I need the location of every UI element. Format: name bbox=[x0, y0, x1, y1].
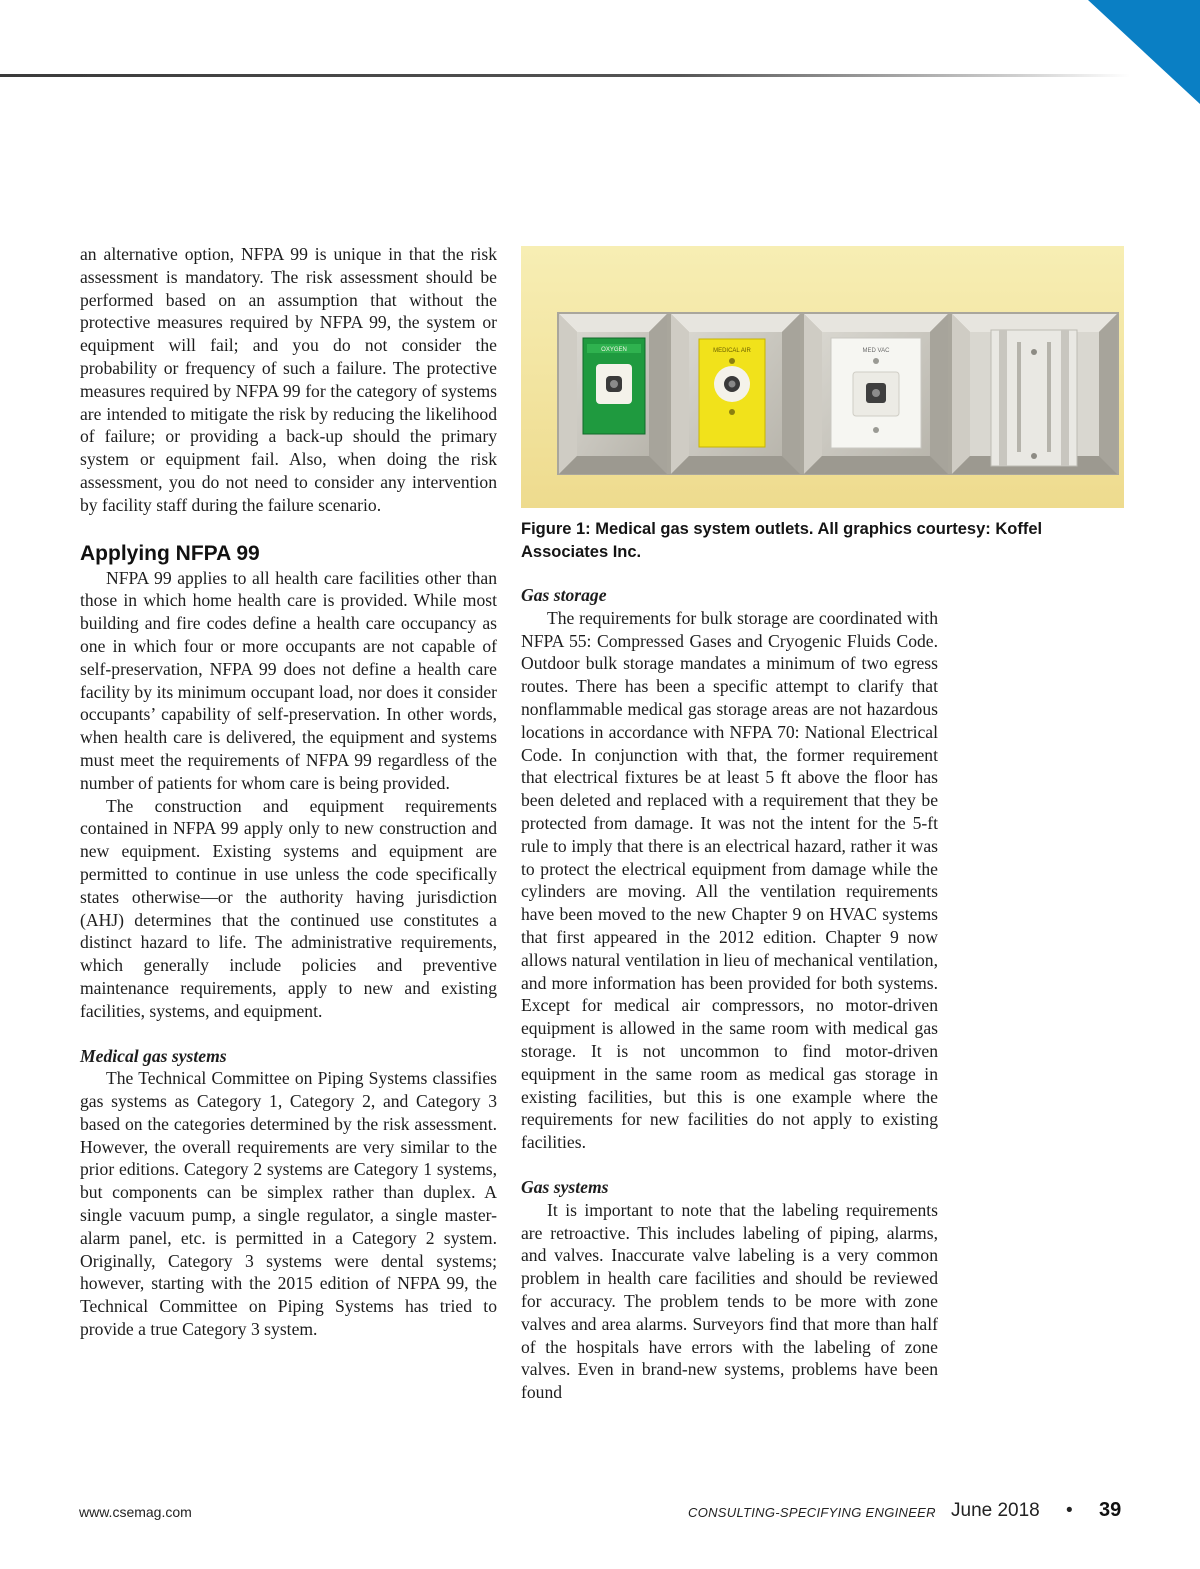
medical-gas-outlets-photo bbox=[521, 246, 1124, 508]
vacuum-label: MED VAC bbox=[862, 348, 890, 354]
footer-separator: • bbox=[1066, 1500, 1073, 1521]
rail-mount-panel bbox=[952, 314, 1117, 474]
oxygen-outlet-panel bbox=[559, 314, 667, 474]
page-number: 39 bbox=[1099, 1499, 1122, 1521]
applying-paragraph-1: NFPA 99 applies to all health care facilities other than those in which home health care is provided. While most building and fire codes define a health care occupancy as one in which four or more occupants are not capable of self-preservation, NFPA 99 does not define a health care facility by its minimum occupant load, nor does it consider occupants’ capability of self-preservation. In other words, when health care is delivered, the equipment and systems must meet the requirements of NFPA 99 regardless of the number of patients for whom care is being provided. bbox=[80, 567, 497, 793]
right-column bbox=[521, 584, 938, 1404]
oxygen-label: OXYGEN bbox=[601, 347, 627, 353]
vacuum-outlet-panel bbox=[804, 314, 948, 474]
gas-systems-paragraph: It is important to note that the labeling requirements are retroactive. This includes labeling of piping, alarms, and valves. Inaccurate valve labeling is a very common problem in health care facilities and should be reviewed for accuracy. The problem tends to be more with zone valves and area alarms. Surveyors find that more than half of the hospitals have errors with the labeling of zone valves. Even in brand-new systems, problems have been found bbox=[521, 1199, 938, 1403]
section-heading-applying-nfpa-99: Applying NFPA 99 bbox=[80, 541, 260, 565]
subheading-gas-storage: Gas storage bbox=[521, 585, 607, 605]
medical-air-label: MEDICAL AIR bbox=[713, 348, 751, 354]
footer-issue-date: June 2018 bbox=[951, 1500, 1040, 1521]
medical-air-outlet-panel bbox=[671, 314, 800, 474]
gas-storage-paragraph: The requirements for bulk storage are coordinated with NFPA 55: Compressed Gases and Cryogenic Fluids Code. Outdoor bulk storage mandates a minimum of two egress routes. There has been a specific attempt to clarify that nonflammable medical gas storage areas are not hazardous locations in accordance with NFPA 70: National Electrical Code. In conjunction with that, the former requirement that electrical fixtures be at least 5 ft above the floor has been deleted and replaced with a requirement that they be protected from damage. It was not the intent for the 5-ft rule to imply that there is an electrical hazard, rather it was to protect the electrical equipment from damage while the cylinders are moving. All the ventilation requirements have been moved to the new Chapter 9 on HVAC systems that first appeared in the 2012 edition. Chapter 9 now allows natural ventilation in lieu of mechanical ventilation, and more information has been provided for both systems. Except for medical air compressors, no motor-driven equipment is allowed in the same room with medical gas storage. It is not uncommon to find motor-driven equipment in the same room as medical gas storage in existing facilities, but this is one example where the requirements for new facilities do not apply to existing facilities. bbox=[521, 607, 938, 1153]
page-footer bbox=[0, 1500, 1200, 1530]
corner-accent-tab bbox=[1088, 0, 1200, 104]
footer-website-link[interactable]: www.csemag.com bbox=[79, 1504, 192, 1520]
intro-paragraph: an alternative option, NFPA 99 is unique in that the risk assessment is mandatory. The risk assessment should be performed based on an assumption that without the protective measures required by NFPA 99, the system or equipment will fail; and you do not consider the probability or frequency of such a failure. The protective measures required by NFPA 99 for the category of systems are intended to mitigate the risk by reducing the likelihood of failure; or providing a back-up should the primary system or equipment fail. Also, when doing the risk assessment, you do not need to consider any intervention by facility staff during the failure scenario. bbox=[80, 244, 497, 515]
figure-caption: Figure 1: Medical gas system outlets. All graphics courtesy: Koffel Associates Inc. bbox=[521, 520, 1043, 561]
subheading-medical-gas-systems: Medical gas systems bbox=[80, 1045, 227, 1066]
applying-paragraph-2: The construction and equipment requirements contained in NFPA 99 apply only to new construction and new equipment. Existing systems and equipment are permitted to continue in use unless the code specifically states otherwise—or the authority having jurisdiction (AHJ) determines that the continued use constitutes a distinct hazard to life. The administrative requirements, which generally include policies and preventive maintenance requirements, apply to new and existing facilities, systems, and equipment. bbox=[80, 795, 497, 1021]
subheading-gas-systems: Gas systems bbox=[521, 1176, 609, 1197]
medical-gas-paragraph: The Technical Committee on Piping Systems classifies gas systems as Category 1, Category 2, and Category 3 based on the categories determined by the risk assessment. However, the overall requirements are very similar to the prior editions. Category 2 systems are Category 1 systems, but components can be simplex rather than duplex. A single vacuum pump, a single regulator, a single master-alarm panel, etc. is permitted in a Category 2 system. Originally, Category 3 systems were dental systems; however, starting with the 2015 edition of NFPA 99, the Technical Committee on Piping Systems has tried to provide a true Category 3 system. bbox=[80, 1068, 497, 1340]
header-rule bbox=[0, 74, 1130, 77]
figure-medical-gas-outlets bbox=[521, 246, 1124, 508]
left-column bbox=[80, 243, 497, 1341]
footer-magazine-title: CONSULTING-SPECIFYING ENGINEER bbox=[688, 1505, 936, 1520]
